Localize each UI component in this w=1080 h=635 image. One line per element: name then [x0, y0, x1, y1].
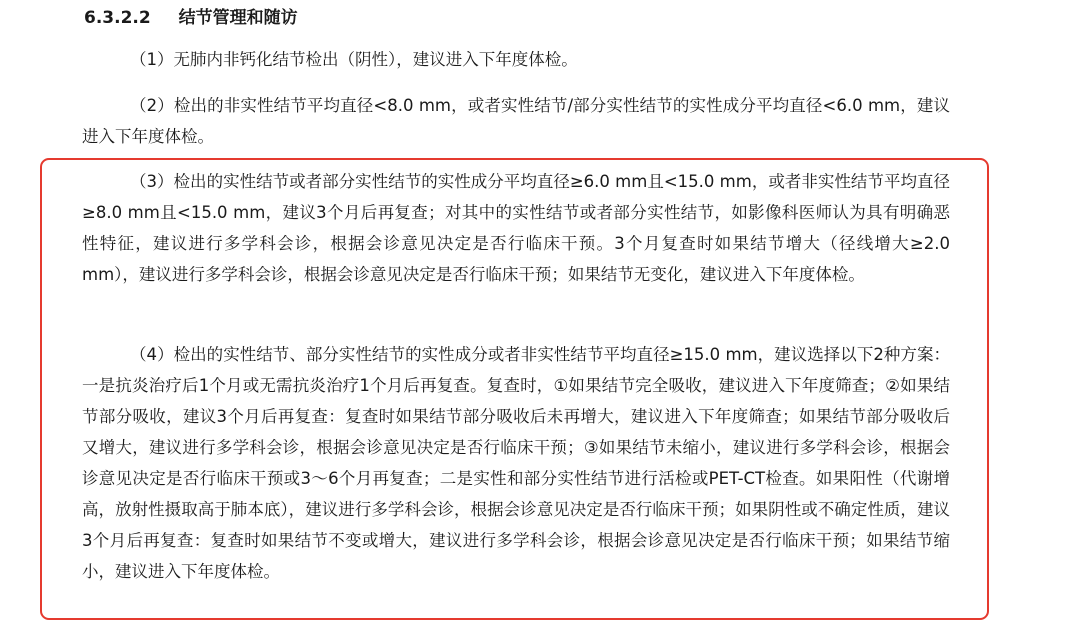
paragraph-3: （3）检出的实性结节或者部分实性结节的实性成分平均直径≥6.0 mm且<15.0 mm，或者非实性结节平均直径≥8.0 mm且<15.0 mm，建议3个月后再复查；对其中的实性结节或者部分实性结节，如影像科医师认为具有明确恶性特征，建议进行多学科会诊，根据会诊意见决定是否行临床干预。3个月复查时如果结节增大（径线增大≥2.0 mm），建议进行多学科会诊，根据会诊意见决定是否行临床干预；如果结节无变化，建议进入下年度体检。 — [82, 172, 950, 284]
section-number: 6.3.2.2 — [84, 8, 151, 28]
paragraph-1: （1）无肺内非钙化结节检出（阴性），建议进入下年度体检。 — [130, 50, 578, 69]
paragraph-4: （4）检出的实性结节、部分实性结节的实性成分或者非实性结节平均直径≥15.0 mm，建议选择以下2种方案：一是抗炎治疗后1个月或无需抗炎治疗1个月后再复查。复查时，①如果结节完全吸收，建议进入下年度筛查；②如果结节部分吸收，建议3个月后再复查：复查时如果结节部分吸收后未再增大，建议进入下年度筛查；如果结节部分吸收后又增大，建议进行多学科会诊，根据会诊意见决定是否行临床干预；③如果结节未缩小，建议进行多学科会诊，根据会诊意见决定是否行临床干预或3～6个月再复查；二是实性和部分实性结节进行活检或PET-CT检查。如果阳性（代谢增高，放射性摄取高于肺本底），建议进行多学科会诊，根据会诊意见决定是否行临床干预；如果阴性或不确定性质，建议3个月后再复查：复查时如果结节不变或增大，建议进行多学科会诊，根据会诊意见决定是否行临床干预；如果结节缩小，建议进入下年度体检。 — [82, 345, 950, 581]
highlight-box — [40, 158, 989, 620]
paragraph-2: （2）检出的非实性结节平均直径<8.0 mm，或者实性结节/部分实性结节的实性成分平均直径<6.0 mm，建议进入下年度体检。 — [82, 96, 950, 146]
section-heading — [84, 4, 298, 32]
section-title: 结节管理和随访 — [178, 8, 298, 28]
